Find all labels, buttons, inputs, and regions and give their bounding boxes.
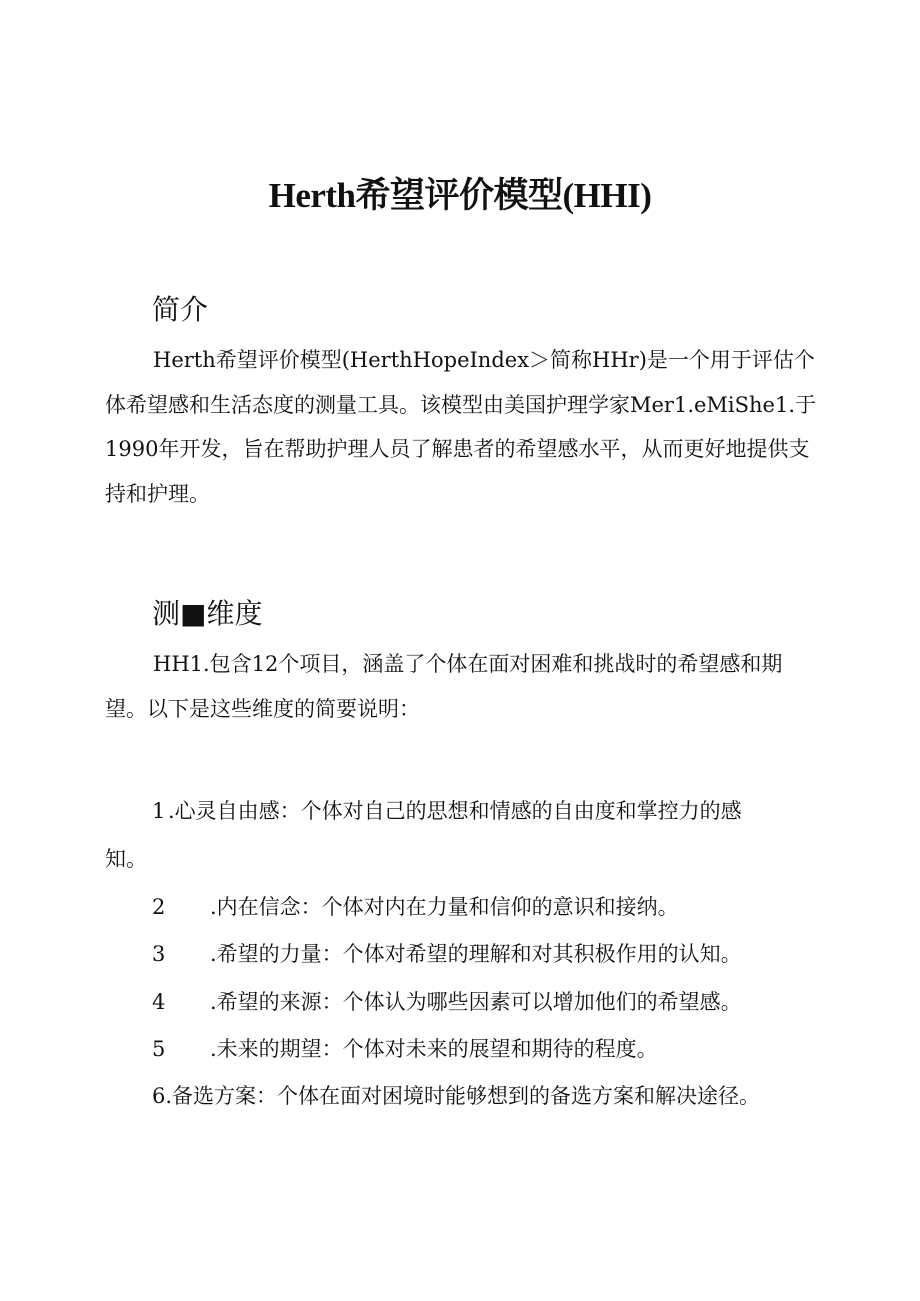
- item-text: .希望的力量：个体对希望的理解和对其积极作用的认知。: [210, 942, 742, 966]
- dimensions-paragraph: HH1.包含12个项目，涵盖了个体在面对困难和挑战时的希望感和期望。以下是这些维度的简要说明：: [105, 652, 783, 721]
- item-number: 5: [152, 1037, 166, 1061]
- item-text: .希望的来源：个体认为哪些因素可以增加他们的希望感。: [210, 990, 742, 1014]
- intro-paragraph: Herth希望评价模型(HerthHopeIndex＞简称HHr)是一个用于评估个体希望感和生活态度的测量工具。该模型由美国护理学家Mer1.eMiShe1.于1990年开发，旨在帮助护理人员了解患者的希望感水平，从而更好地提供支持和护理。: [105, 348, 817, 506]
- item-number: 2: [152, 895, 166, 919]
- item-text: .心灵自由感：个体对自己的思想和情感的自由度和掌控力的感: [168, 799, 742, 823]
- list-item-continuation: 知。: [105, 847, 147, 871]
- list-item: [152, 796, 742, 826]
- item-number: 3: [152, 942, 166, 966]
- item-text: .未来的期望：个体对未来的展望和期待的程度。: [210, 1037, 658, 1061]
- section-heading-intro: 简介: [152, 293, 209, 326]
- item-text: 6.备选方案：个体在面对困境时能够想到的备选方案和解决途径。: [152, 1084, 761, 1108]
- item-text: .内在信念：个体对内在力量和信仰的意识和接纳。: [210, 895, 679, 919]
- list-item: [152, 939, 742, 969]
- list-item: [152, 892, 679, 922]
- list-item: [152, 987, 742, 1017]
- list-item: [152, 1034, 658, 1064]
- section-heading-dimensions: 测■维度: [152, 597, 263, 630]
- item-number: 4: [152, 990, 166, 1014]
- item-number: 1: [152, 799, 166, 823]
- document-title: Herth希望评价模型(HHI): [268, 176, 652, 215]
- list-item: [152, 1081, 760, 1111]
